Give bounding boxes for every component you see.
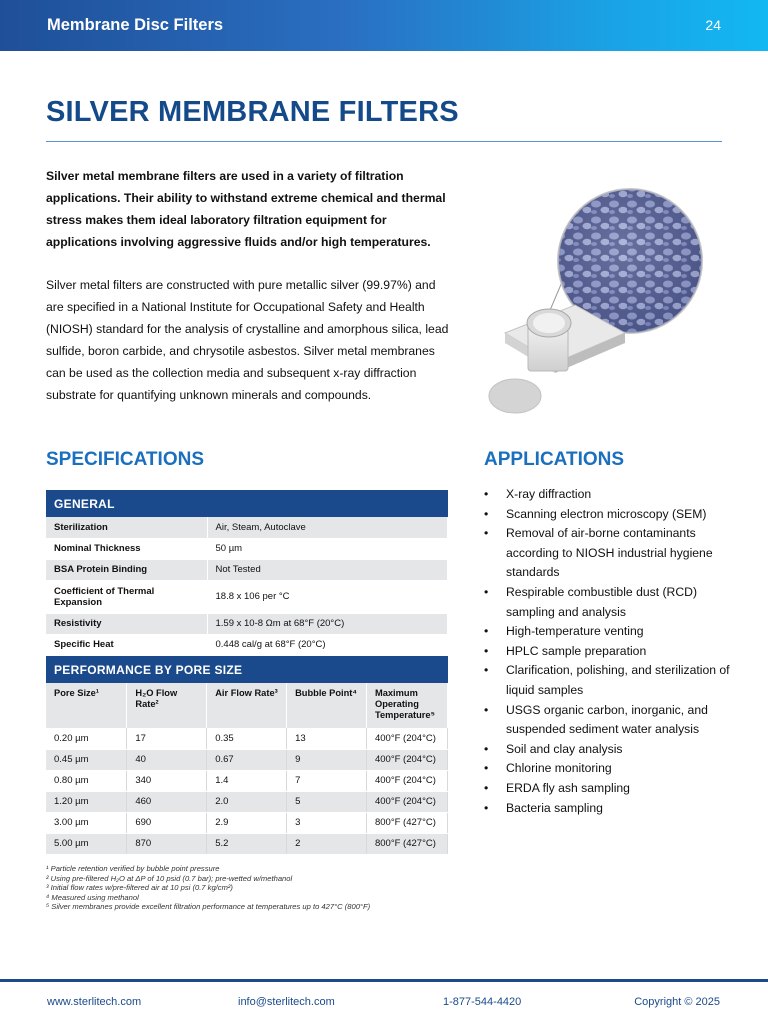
spec-key: Resistivity bbox=[46, 613, 207, 634]
page-number: 24 bbox=[705, 17, 721, 33]
footnote: ² Using pre-filtered H₂O at ΔP of 10 psid (0.7 bar); pre-wetted w/methanol bbox=[46, 873, 293, 883]
column-header: H₂O Flow Rate² bbox=[127, 683, 207, 728]
table-cell: 17 bbox=[127, 728, 207, 749]
applications-list bbox=[484, 485, 734, 818]
footer-copyright: Copyright © 2025 bbox=[634, 996, 720, 1008]
table-cell: 400°F (204°C) bbox=[366, 791, 447, 812]
list-item: • USGS organic carbon, inorganic, and suspended sediment water analysis bbox=[484, 701, 734, 740]
header-bar bbox=[0, 0, 768, 51]
table-cell: 400°F (204°C) bbox=[366, 770, 447, 791]
page-title: SILVER MEMBRANE FILTERS bbox=[46, 96, 459, 128]
table-row bbox=[46, 770, 448, 791]
list-item: • Removal of air-borne contaminants according to NIOSH industrial hygiene standards bbox=[484, 524, 734, 583]
table-cell: 0.35 bbox=[207, 728, 287, 749]
table-row bbox=[46, 517, 448, 538]
intro-paragraph: Silver metal membrane filters are used in a variety of filtration applications. Their ability to withstand extreme chemical and thermal stress makes them ideal laboratory filtration equipment for applications involving aggressive fluids and/or high temperatures. bbox=[46, 169, 446, 249]
footnote: ⁴ Measured using methanol bbox=[46, 892, 139, 902]
table-row bbox=[46, 613, 448, 634]
table-cell: 340 bbox=[127, 770, 207, 791]
table-cell: 5.00 µm bbox=[46, 833, 127, 854]
table-cell: 2.9 bbox=[207, 812, 287, 833]
table-cell: 13 bbox=[287, 728, 367, 749]
spec-value: 50 µm bbox=[207, 538, 448, 559]
footer-divider bbox=[0, 979, 768, 982]
table-cell: 1.20 µm bbox=[46, 791, 127, 812]
table-cell: 870 bbox=[127, 833, 207, 854]
general-spec-table bbox=[46, 517, 448, 656]
table-cell: 5 bbox=[287, 791, 367, 812]
silver-filter-illustration bbox=[465, 183, 727, 419]
table-cell: 2.0 bbox=[207, 791, 287, 812]
spec-value: 1.59 x 10-8 Ωm at 68°F (20°C) bbox=[207, 613, 448, 634]
spec-value: 0.448 cal/g at 68°F (20°C) bbox=[207, 634, 448, 655]
table-cell: 1.4 bbox=[207, 770, 287, 791]
spec-key: Sterilization bbox=[46, 517, 207, 538]
table-cell: 40 bbox=[127, 749, 207, 770]
list-item: • Chlorine monitoring bbox=[484, 759, 734, 779]
column-header: Bubble Point⁴ bbox=[287, 683, 367, 728]
list-item: • High-temperature venting bbox=[484, 622, 734, 642]
table-row bbox=[46, 749, 448, 770]
table-row bbox=[46, 833, 448, 854]
table-cell: 3 bbox=[287, 812, 367, 833]
column-header: Air Flow Rate³ bbox=[207, 683, 287, 728]
list-item: • Soil and clay analysis bbox=[484, 740, 734, 760]
table-row bbox=[46, 812, 448, 833]
body-paragraph: Silver metal filters are constructed with pure metallic silver (99.97%) and are specified in a National Institute for Occupational Safety and Health (NIOSH) standard for the analysis of crystalline and amorphous silica, lead sulfide, boron carbide, and chrysotile asbestos. Silver metal membranes can be used as the collection media and subsequent x-ray diffraction substrate for quantifying unknown minerals and compounds. bbox=[46, 278, 449, 402]
footnote: ⁵ Silver membranes provide excellent filtration performance at temperatures up to 427°C (800°F) bbox=[46, 902, 371, 911]
footnote: ³ Initial flow rates w/pre-filtered air at 10 psi (0.7 kg/cm²) bbox=[46, 883, 233, 892]
table-row bbox=[46, 559, 448, 580]
table-row bbox=[46, 791, 448, 812]
table-cell: 0.45 µm bbox=[46, 749, 127, 770]
footnote: ¹ Particle retention verified by bubble point pressure bbox=[46, 864, 220, 873]
table-cell: 690 bbox=[127, 812, 207, 833]
table-header-row bbox=[46, 683, 448, 728]
table-cell: 800°F (427°C) bbox=[366, 833, 447, 854]
table-cell: 3.00 µm bbox=[46, 812, 127, 833]
performance-table bbox=[46, 683, 448, 855]
footer-phone-link[interactable]: 1-877-544-4420 bbox=[443, 996, 522, 1008]
list-item: • Respirable combustible dust (RCD) sampling and analysis bbox=[484, 583, 734, 622]
applications-title: APPLICATIONS bbox=[484, 449, 625, 470]
specifications-title: SPECIFICATIONS bbox=[46, 449, 204, 470]
footer-email-link[interactable]: info@sterlitech.com bbox=[238, 996, 335, 1008]
list-item: • Scanning electron microscopy (SEM) bbox=[484, 505, 734, 525]
table-cell: 9 bbox=[287, 749, 367, 770]
table-cell: 0.20 µm bbox=[46, 728, 127, 749]
column-header: Pore Size¹ bbox=[46, 683, 127, 728]
table-cell: 400°F (204°C) bbox=[366, 749, 447, 770]
list-item: • HPLC sample preparation bbox=[484, 642, 734, 662]
table-cell: 0.80 µm bbox=[46, 770, 127, 791]
spec-key: Specific Heat bbox=[46, 634, 207, 655]
spec-value: 18.8 x 106 per °C bbox=[207, 580, 448, 613]
table-cell: 7 bbox=[287, 770, 367, 791]
list-item: • Bacteria sampling bbox=[484, 799, 734, 819]
performance-section-header: PERFORMANCE BY PORE SIZE bbox=[46, 656, 448, 683]
table-cell: 800°F (427°C) bbox=[366, 812, 447, 833]
list-item: • X-ray diffraction bbox=[484, 485, 734, 505]
spec-key: Nominal Thickness bbox=[46, 538, 207, 559]
table-cell: 400°F (204°C) bbox=[366, 728, 447, 749]
spec-value: Air, Steam, Autoclave bbox=[207, 517, 448, 538]
spec-key: Coefficient of Thermal Expansion bbox=[46, 580, 207, 613]
table-cell: 0.67 bbox=[207, 749, 287, 770]
table-cell: 460 bbox=[127, 791, 207, 812]
list-item: • ERDA fly ash sampling bbox=[484, 779, 734, 799]
footer-website-link[interactable]: www.sterlitech.com bbox=[47, 996, 142, 1008]
title-divider bbox=[46, 141, 722, 142]
header-title: Membrane Disc Filters bbox=[47, 16, 224, 34]
table-footnotes bbox=[46, 864, 370, 912]
spec-value: Not Tested bbox=[207, 559, 448, 580]
column-header: Maximum Operating Temperature⁵ bbox=[366, 683, 447, 728]
table-cell: 5.2 bbox=[207, 833, 287, 854]
list-item: • Clarification, polishing, and sterilization of liquid samples bbox=[484, 661, 734, 700]
table-row bbox=[46, 580, 448, 613]
general-section-header: GENERAL bbox=[46, 490, 448, 517]
table-row bbox=[46, 634, 448, 655]
table-row bbox=[46, 538, 448, 559]
table-cell: 2 bbox=[287, 833, 367, 854]
table-row bbox=[46, 728, 448, 749]
spec-key: BSA Protein Binding bbox=[46, 559, 207, 580]
